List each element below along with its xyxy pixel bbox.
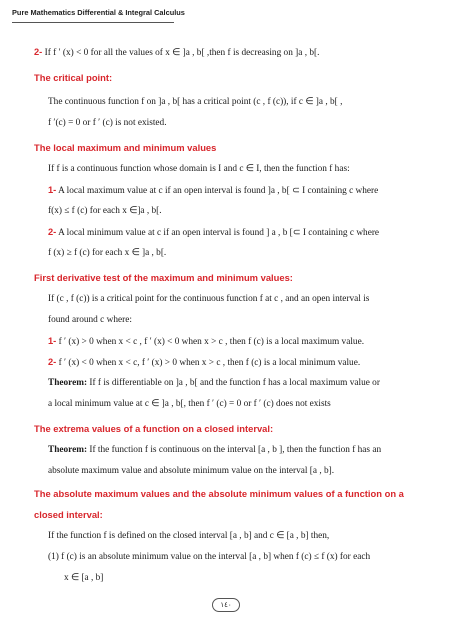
first-derivative-item-2-number: 2-	[48, 357, 57, 367]
extrema-heading: The extrema values of a function on a closed interval:	[34, 423, 274, 434]
header-rule	[12, 22, 174, 23]
decreasing-number: 2-	[34, 47, 43, 57]
first-derivative-item-1	[48, 335, 364, 348]
local-item-2-number: 2-	[48, 227, 57, 237]
absolute-item-1-cont: x ∈ [a , b]	[64, 573, 104, 583]
local-item-1-text: A local maximum value at c if an open interval is found ]a , b[ ⊂ I containing c where	[58, 186, 379, 196]
first-derivative-line-1: If (c , f (c)) is a critical point for the continuous function f at c , and an open interval is	[48, 294, 370, 304]
local-item-2-text: A local minimum value at c if an open interval is found ] a , b [⊂ I containing c where	[58, 228, 380, 238]
theorem-label: Theorem:	[48, 445, 88, 455]
critical-point-heading: The critical point:	[34, 72, 113, 83]
local-item-2	[48, 226, 379, 239]
local-item-1-cont: f(x) ≤ f (c) for each x ∈]a , b[.	[48, 206, 162, 216]
first-derivative-item-1-text: f ′ (x) > 0 when x < c , f ′ (x) < 0 when x > c , then f (c) is a local maximum value.	[58, 337, 365, 347]
local-max-min-heading: The local maximum and minimum values	[34, 142, 217, 153]
first-derivative-item-1-number: 1-	[48, 336, 57, 346]
absolute-line-1: If the function f is defined on the closed interval [a , b] and c ∈ [a , b] then,	[48, 531, 330, 541]
extrema-theorem-cont: absolute maximum value and absolute minimum value on the interval [a , b].	[48, 466, 335, 476]
page-header: Pure Mathematics Differential & Integral Calculus	[12, 8, 185, 17]
decreasing-text: If f ′ (x) < 0 for all the values of x ∈ ]a , b[ ,then f is decreasing on ]a , b[.	[44, 48, 320, 58]
first-derivative-item-2-text: f ′ (x) < 0 when x < c, f ′ (x) > 0 when x > c , then f (c) is a local minimum value.	[58, 358, 361, 368]
first-derivative-heading: First derivative test of the maximum and minimum values:	[34, 272, 293, 283]
extrema-theorem-text: If the function f is continuous on the interval [a , b ], then the function f has an	[89, 445, 382, 455]
absolute-item-1: (1) f (c) is an absolute minimum value on the interval [a , b] when f (c) ≤ f (x) for each	[48, 552, 371, 562]
critical-line-1: The continuous function f on ]a , b[ has a critical point (c , f (c)), if c ∈ ]a , b[ ,	[48, 97, 343, 107]
first-derivative-theorem-cont: a local minimum value at c ∈ ]a , b[, then f ′ (c) = 0 or f ′ (c) does not exists	[48, 399, 331, 409]
first-derivative-line-2: found around c where:	[48, 315, 132, 325]
decreasing-rule	[34, 46, 319, 59]
local-item-1	[48, 184, 378, 197]
extrema-theorem	[48, 444, 381, 456]
first-derivative-theorem	[48, 377, 380, 389]
local-item-1-number: 1-	[48, 185, 57, 195]
theorem-label: Theorem:	[48, 378, 88, 388]
critical-line-2: f ′(c) = 0 or f ′ (c) is not existed.	[48, 118, 167, 128]
local-intro: If f is a continuous function whose domain is I and c ∈ I, then the function f has:	[48, 164, 350, 174]
local-item-2-cont: f (x) ≥ f (c) for each x ∈ ]a , b[.	[48, 248, 167, 258]
first-derivative-theorem-text: If f is differentiable on ]a , b[ and the function f has a local maximum value or	[89, 378, 380, 388]
absolute-heading-line-2: closed interval:	[34, 509, 103, 520]
first-derivative-item-2	[48, 356, 360, 369]
page-number: ١٤٠	[212, 598, 240, 612]
absolute-heading-line-1: The absolute maximum values and the absolute minimum values of a function on a	[34, 488, 404, 499]
